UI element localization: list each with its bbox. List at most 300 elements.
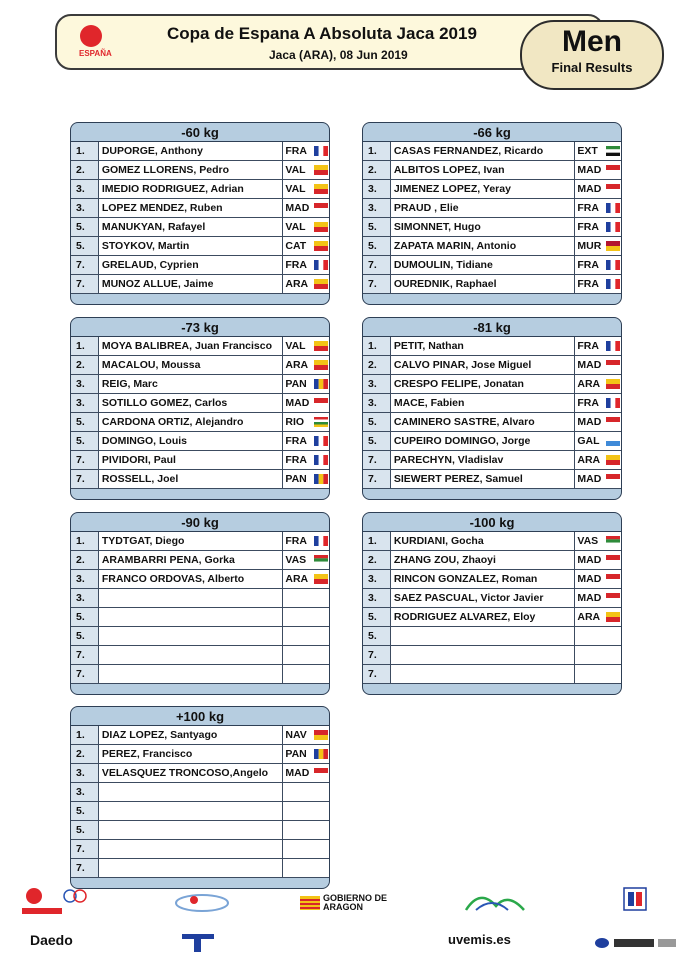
result-row xyxy=(363,256,621,275)
club-code: PAN xyxy=(285,748,307,760)
club-cell xyxy=(283,432,329,450)
athlete-name: DOMINGO, Louis xyxy=(99,432,284,450)
athlete-name: SOTILLO GOMEZ, Carlos xyxy=(99,394,284,412)
result-row xyxy=(71,275,329,294)
club-cell xyxy=(283,470,329,488)
category-title: -81 kg xyxy=(363,318,621,337)
result-row xyxy=(363,627,621,646)
gal-flag-icon xyxy=(606,436,620,446)
result-row xyxy=(363,589,621,608)
rank-cell: 5. xyxy=(71,608,99,626)
club-code: PAN xyxy=(285,378,307,390)
athlete-name: MANUKYAN, Rafayel xyxy=(99,218,284,236)
mad-flag-icon xyxy=(606,574,620,584)
rank-cell: 2. xyxy=(363,161,391,179)
club-cell xyxy=(575,532,621,550)
category-footer xyxy=(363,489,621,499)
athlete-name: GRELAUD, Cyprien xyxy=(99,256,284,274)
athlete-name: MOYA BALIBREA, Juan Francisco xyxy=(99,337,284,355)
val-flag-icon xyxy=(314,341,328,351)
athlete-name: PETIT, Nathan xyxy=(391,337,576,355)
athlete-name xyxy=(99,783,284,801)
result-row xyxy=(363,646,621,665)
result-row xyxy=(71,532,329,551)
result-row xyxy=(71,551,329,570)
vas-flag-icon xyxy=(314,555,328,565)
division-badge xyxy=(520,20,664,90)
athlete-name xyxy=(99,627,284,645)
sponsor-footer xyxy=(0,880,692,960)
rank-cell: 2. xyxy=(363,356,391,374)
result-row xyxy=(363,608,621,627)
rank-cell: 3. xyxy=(363,199,391,217)
club-cell xyxy=(575,256,621,274)
mad-flag-icon xyxy=(314,203,328,213)
fra-flag-icon xyxy=(314,536,328,546)
club-code: FRA xyxy=(285,535,307,547)
athlete-name: VELASQUEZ TRONCOSO,Angelo xyxy=(99,764,284,782)
fra-flag-icon xyxy=(606,398,620,408)
rank-cell: 1. xyxy=(71,532,99,550)
athlete-name: PIVIDORI, Paul xyxy=(99,451,284,469)
club-cell xyxy=(283,783,329,801)
rank-cell: 7. xyxy=(71,859,99,877)
federation-t-logo-icon xyxy=(178,930,218,954)
mad-flag-icon xyxy=(606,184,620,194)
rank-cell: 2. xyxy=(71,745,99,763)
gobierno-text: GOBIERNO DE ARAGON xyxy=(323,893,388,912)
result-row xyxy=(71,745,329,764)
result-row xyxy=(71,180,329,199)
club-cell xyxy=(283,608,329,626)
result-row xyxy=(363,218,621,237)
rank-cell: 5. xyxy=(363,432,391,450)
laliga-sports-logo-icon xyxy=(594,936,680,950)
result-row xyxy=(71,237,329,256)
club-cell xyxy=(575,551,621,569)
rank-cell: 3. xyxy=(363,375,391,393)
athlete-name xyxy=(99,646,284,664)
result-row xyxy=(71,726,329,745)
club-code: FRA xyxy=(577,340,599,352)
fra-flag-icon xyxy=(606,341,620,351)
club-cell xyxy=(575,375,621,393)
rank-cell: 3. xyxy=(71,764,99,782)
club-cell xyxy=(283,337,329,355)
result-row xyxy=(71,256,329,275)
rank-cell: 7. xyxy=(71,470,99,488)
club-cell xyxy=(283,665,329,683)
fra-flag-icon xyxy=(314,260,328,270)
club-code: NAV xyxy=(285,729,307,741)
result-row xyxy=(71,859,329,878)
club-cell xyxy=(575,237,621,255)
club-code: VAS xyxy=(285,554,307,566)
athlete-name: TYDTGAT, Diego xyxy=(99,532,284,550)
rio-flag-icon xyxy=(314,417,328,427)
athlete-name xyxy=(99,859,284,877)
club-cell xyxy=(283,413,329,431)
club-code: MAD xyxy=(577,554,602,566)
spain-taekwondo-logo-icon xyxy=(65,22,117,62)
rank-cell: 5. xyxy=(71,218,99,236)
category-title: +100 kg xyxy=(71,707,329,726)
category-title: -60 kg xyxy=(71,123,329,142)
csd-logo-icon xyxy=(622,886,648,912)
mad-flag-icon xyxy=(606,417,620,427)
category-title: -100 kg xyxy=(363,513,621,532)
rank-cell: 3. xyxy=(363,180,391,198)
category-footer xyxy=(71,489,329,499)
rank-cell: 7. xyxy=(71,840,99,858)
rank-cell: 5. xyxy=(363,218,391,236)
rank-cell: 5. xyxy=(71,432,99,450)
athlete-name xyxy=(99,802,284,820)
club-code: EXT xyxy=(577,145,598,157)
logo-text: ESPAÑA xyxy=(79,49,112,58)
club-cell xyxy=(283,180,329,198)
ara-flag-icon xyxy=(606,612,620,622)
athlete-name: PARECHYN, Vladislav xyxy=(391,451,576,469)
athlete-name: ZAPATA MARIN, Antonio xyxy=(391,237,576,255)
club-cell xyxy=(283,646,329,664)
club-cell xyxy=(575,646,621,664)
athlete-name: CUPEIRO DOMINGO, Jorge xyxy=(391,432,576,450)
athlete-name: LOPEZ MENDEZ, Ruben xyxy=(99,199,284,217)
club-code: MAD xyxy=(577,473,602,485)
rank-cell: 1. xyxy=(71,726,99,744)
mad-flag-icon xyxy=(606,165,620,175)
club-code: MAD xyxy=(285,397,310,409)
result-row xyxy=(71,161,329,180)
club-code: ARA xyxy=(285,359,309,371)
ara-flag-icon xyxy=(314,279,328,289)
club-code: MAD xyxy=(285,767,310,779)
result-row xyxy=(363,356,621,375)
club-code: ARA xyxy=(577,454,601,466)
category-footer xyxy=(363,294,621,304)
result-row xyxy=(71,432,329,451)
athlete-name: ALBITOS LOPEZ, Ivan xyxy=(391,161,576,179)
rank-cell: 5. xyxy=(363,413,391,431)
athlete-name: STOYKOV, Martin xyxy=(99,237,284,255)
division-title: Men xyxy=(562,25,622,58)
rank-cell: 7. xyxy=(71,256,99,274)
result-row xyxy=(71,413,329,432)
club-cell xyxy=(575,570,621,588)
mur-flag-icon xyxy=(606,241,620,251)
athlete-name: ZHANG ZOU, Zhaoyi xyxy=(391,551,576,569)
result-row xyxy=(71,470,329,489)
club-cell xyxy=(283,256,329,274)
club-cell xyxy=(283,218,329,236)
result-row xyxy=(363,413,621,432)
result-row xyxy=(363,470,621,489)
daedo-logo: Daedo xyxy=(30,932,73,948)
club-code: MUR xyxy=(577,240,602,252)
rank-cell: 3. xyxy=(363,394,391,412)
category-footer xyxy=(71,294,329,304)
result-row xyxy=(363,551,621,570)
mad-flag-icon xyxy=(314,398,328,408)
club-code: FRA xyxy=(577,259,599,271)
rank-cell: 3. xyxy=(71,783,99,801)
rank-cell: 3. xyxy=(71,199,99,217)
val-flag-icon xyxy=(314,165,328,175)
club-cell xyxy=(575,432,621,450)
club-cell xyxy=(283,394,329,412)
club-code: MAD xyxy=(577,359,602,371)
club-code: RIO xyxy=(285,416,305,428)
cat-flag-icon xyxy=(314,241,328,251)
club-code: MAD xyxy=(577,573,602,585)
rank-cell: 3. xyxy=(71,375,99,393)
club-cell xyxy=(283,589,329,607)
mad-flag-icon xyxy=(606,474,620,484)
club-cell xyxy=(575,356,621,374)
rank-cell: 2. xyxy=(71,551,99,569)
rank-cell: 5. xyxy=(71,821,99,839)
rank-cell: 2. xyxy=(363,551,391,569)
category-table-minus-90-kg xyxy=(70,512,330,695)
athlete-name: DUMOULIN, Tidiane xyxy=(391,256,576,274)
mad-flag-icon xyxy=(606,360,620,370)
result-row xyxy=(71,142,329,161)
club-cell xyxy=(283,161,329,179)
result-row xyxy=(71,394,329,413)
athlete-name: SIMONNET, Hugo xyxy=(391,218,576,236)
result-row xyxy=(363,237,621,256)
rank-cell: 7. xyxy=(71,275,99,293)
club-code: VAS xyxy=(577,535,599,547)
result-row xyxy=(363,275,621,294)
rank-cell: 3. xyxy=(71,589,99,607)
result-row xyxy=(363,451,621,470)
club-code: FRA xyxy=(577,221,599,233)
mad-flag-icon xyxy=(314,768,328,778)
athlete-name: CRESPO FELIPE, Jonatan xyxy=(391,375,576,393)
rank-cell: 1. xyxy=(71,337,99,355)
club-code: FRA xyxy=(285,259,307,271)
category-table-minus-66-kg xyxy=(362,122,622,305)
athlete-name: MUNOZ ALLUE, Jaime xyxy=(99,275,284,293)
club-code: FRA xyxy=(285,454,307,466)
category-footer xyxy=(71,684,329,694)
club-code: ARA xyxy=(577,378,601,390)
athlete-name: MACE, Fabien xyxy=(391,394,576,412)
result-row xyxy=(71,199,329,218)
athlete-name: JIMENEZ LOPEZ, Yeray xyxy=(391,180,576,198)
rank-cell: 5. xyxy=(71,802,99,820)
club-cell xyxy=(575,589,621,607)
result-row xyxy=(71,840,329,859)
club-cell xyxy=(575,413,621,431)
rank-cell: 3. xyxy=(363,589,391,607)
result-row xyxy=(363,375,621,394)
spain-federation-logo-icon xyxy=(14,886,66,918)
rank-cell: 7. xyxy=(363,256,391,274)
club-code: ARA xyxy=(577,611,601,623)
mad-flag-icon xyxy=(606,593,620,603)
club-cell xyxy=(283,726,329,744)
result-row xyxy=(71,802,329,821)
club-cell xyxy=(283,375,329,393)
result-row xyxy=(71,375,329,394)
club-cell xyxy=(575,218,621,236)
club-cell xyxy=(283,627,329,645)
result-row xyxy=(363,432,621,451)
category-title: -90 kg xyxy=(71,513,329,532)
result-row xyxy=(363,394,621,413)
fra-flag-icon xyxy=(606,279,620,289)
club-cell xyxy=(575,451,621,469)
rank-cell: 2. xyxy=(71,356,99,374)
club-code: CAT xyxy=(285,240,307,252)
club-cell xyxy=(283,142,329,160)
club-cell xyxy=(575,180,621,198)
club-cell xyxy=(575,199,621,217)
club-cell xyxy=(283,275,329,293)
club-cell xyxy=(283,745,329,763)
athlete-name: CASAS FERNANDEZ, Ricardo xyxy=(391,142,576,160)
result-row xyxy=(363,532,621,551)
athlete-name: RINCON GONZALEZ, Roman xyxy=(391,570,576,588)
athlete-name: FRANCO ORDOVAS, Alberto xyxy=(99,570,284,588)
club-cell xyxy=(283,570,329,588)
rank-cell: 1. xyxy=(363,142,391,160)
club-cell xyxy=(283,764,329,782)
club-cell xyxy=(283,802,329,820)
rank-cell: 5. xyxy=(71,627,99,645)
rank-cell: 3. xyxy=(71,180,99,198)
result-row xyxy=(71,783,329,802)
fra-flag-icon xyxy=(606,203,620,213)
ara-flag-icon xyxy=(606,455,620,465)
result-row xyxy=(71,337,329,356)
athlete-name: RODRIGUEZ ALVAREZ, Eloy xyxy=(391,608,576,626)
athlete-name: CALVO PINAR, Jose Miguel xyxy=(391,356,576,374)
rank-cell: 1. xyxy=(71,142,99,160)
division-subtitle: Final Results xyxy=(551,60,633,75)
val-flag-icon xyxy=(314,184,328,194)
rank-cell: 7. xyxy=(71,451,99,469)
vas-flag-icon xyxy=(606,536,620,546)
club-cell xyxy=(575,627,621,645)
rank-cell: 7. xyxy=(71,646,99,664)
club-code: VAL xyxy=(285,340,306,352)
jaca-logo-icon xyxy=(462,886,528,916)
result-row xyxy=(71,821,329,840)
result-row xyxy=(71,665,329,684)
club-cell xyxy=(575,275,621,293)
club-code: ARA xyxy=(285,278,309,290)
result-row xyxy=(71,608,329,627)
rank-cell: 7. xyxy=(363,451,391,469)
club-cell xyxy=(283,199,329,217)
result-row xyxy=(363,161,621,180)
athlete-name: GOMEZ LLORENS, Pedro xyxy=(99,161,284,179)
result-row xyxy=(71,570,329,589)
club-cell xyxy=(283,551,329,569)
club-cell xyxy=(283,859,329,877)
athlete-name: SIEWERT PEREZ, Samuel xyxy=(391,470,576,488)
pan-flag-icon xyxy=(314,379,328,389)
rank-cell: 2. xyxy=(71,161,99,179)
athlete-name: CARDONA ORTIZ, Alejandro xyxy=(99,413,284,431)
club-cell xyxy=(283,821,329,839)
club-cell xyxy=(283,532,329,550)
result-row xyxy=(71,451,329,470)
category-footer xyxy=(363,684,621,694)
club-code: VAL xyxy=(285,183,306,195)
rank-cell: 7. xyxy=(363,275,391,293)
result-row xyxy=(71,589,329,608)
club-code: ARA xyxy=(285,573,309,585)
club-code: PAN xyxy=(285,473,307,485)
category-title: -66 kg xyxy=(363,123,621,142)
result-row xyxy=(363,337,621,356)
aragon-flag-icon xyxy=(300,896,320,910)
athlete-name: DUPORGE, Anthony xyxy=(99,142,284,160)
athlete-name: DIAZ LOPEZ, Santyago xyxy=(99,726,284,744)
ara-flag-icon xyxy=(314,360,328,370)
result-row xyxy=(363,180,621,199)
result-row xyxy=(71,356,329,375)
athlete-name xyxy=(99,665,284,683)
ara-flag-icon xyxy=(606,379,620,389)
category-table-plusminus-100-kg xyxy=(70,706,330,889)
fra-flag-icon xyxy=(314,146,328,156)
rank-cell: 5. xyxy=(363,608,391,626)
rank-cell: 7. xyxy=(363,665,391,683)
result-row xyxy=(71,627,329,646)
athlete-name: SAEZ PASCUAL, Victor Javier xyxy=(391,589,576,607)
club-code: FRA xyxy=(577,202,599,214)
val-flag-icon xyxy=(314,222,328,232)
category-table-minus-100-kg xyxy=(362,512,622,695)
club-cell xyxy=(575,142,621,160)
athlete-name: ARAMBARRI PENA, Gorka xyxy=(99,551,284,569)
club-code: GAL xyxy=(577,435,600,447)
club-code: FRA xyxy=(577,397,599,409)
club-code: MAD xyxy=(577,164,602,176)
athlete-name: REIG, Marc xyxy=(99,375,284,393)
result-row xyxy=(71,218,329,237)
event-subtitle: Jaca (ARA), 08 Jun 2019 xyxy=(269,48,408,62)
athlete-name: KURDIANI, Gocha xyxy=(391,532,576,550)
result-row xyxy=(71,646,329,665)
fra-flag-icon xyxy=(606,260,620,270)
result-row xyxy=(363,665,621,684)
rank-cell: 5. xyxy=(71,237,99,255)
athlete-name xyxy=(391,665,576,683)
club-code: FRA xyxy=(577,278,599,290)
athlete-name: MACALOU, Moussa xyxy=(99,356,284,374)
rank-cell: 1. xyxy=(363,337,391,355)
result-row xyxy=(363,142,621,161)
athlete-name: ROSSELL, Joel xyxy=(99,470,284,488)
result-row xyxy=(363,199,621,218)
club-cell xyxy=(283,356,329,374)
club-code: MAD xyxy=(577,183,602,195)
category-table-minus-81-kg xyxy=(362,317,622,500)
result-row xyxy=(71,764,329,783)
uvemis-logo: uvemis.es xyxy=(448,932,511,947)
club-code: MAD xyxy=(577,592,602,604)
rank-cell: 1. xyxy=(363,532,391,550)
gobierno-logo xyxy=(300,894,403,912)
club-code: FRA xyxy=(285,435,307,447)
